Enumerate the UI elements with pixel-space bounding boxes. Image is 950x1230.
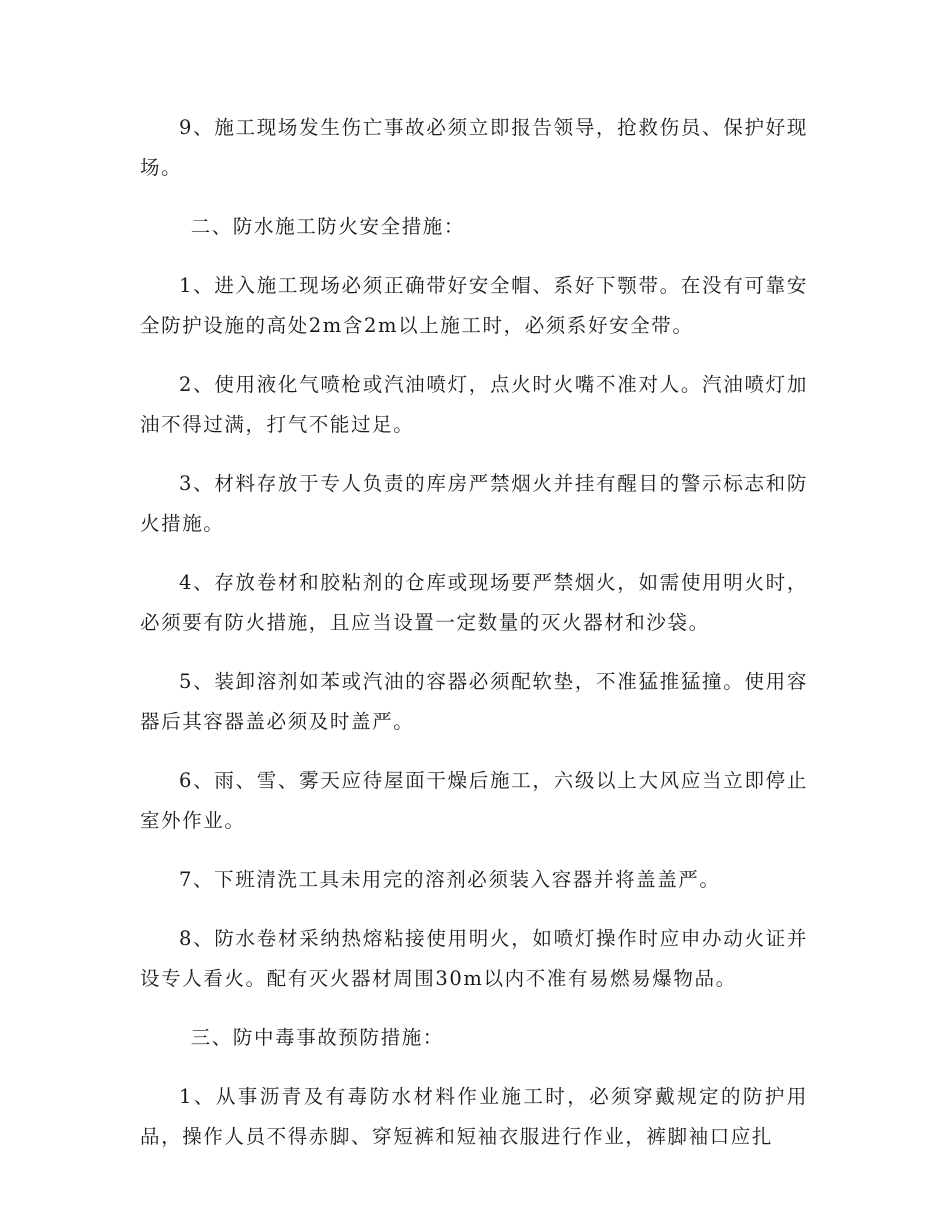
paragraph-item-8-hot-melt: 8、防水卷材采纳热熔粘接使用明火，如喷灯操作时应申办动火证并设专人看火。配有灭火器材周围30m以内不准有易燃易爆物品。 [140,927,808,990]
paragraph-item-5-solvent-handling: 5、装卸溶剂如苯或汽油的容器必须配软垫，不准猛推猛撞。使用容器后其容器盖必须及时盖严。 [140,670,808,733]
paragraph-item-4-warehouse-fire: 4、存放卷材和胶粘剂的仓库或现场要严禁烟火，如需使用明火时，必须要有防火措施，且应当设置一定数量的灭火器材和沙袋。 [140,571,808,634]
section-heading-fire-safety: 二、防水施工防火安全措施： [190,215,465,238]
section-heading-poisoning: 三、防中毒事故预防措施： [190,1026,444,1049]
paragraph-item-3-material-storage: 3、材料存放于专人负责的库房严禁烟火并挂有醒目的警示标志和防火措施。 [140,472,808,535]
paragraph-item-1-protective-gear: 1、从事沥青及有毒防水材料作业施工时，必须穿戴规定的防护用品，操作人员不得赤脚、穿短裤和短袖衣服进行作业，裤脚袖口应扎 [140,1085,808,1148]
paragraph-item-2-torch-lamp: 2、使用液化气喷枪或汽油喷灯，点火时火嘴不准对人。汽油喷灯加油不得过满，打气不能过足。 [140,373,808,436]
paragraph-item-6-weather: 6、雨、雪、雾天应待屋面干燥后施工，六级以上大风应当立即停止室外作业。 [140,769,808,832]
document-page [140,108,808,1176]
paragraph-item-7-cleanup: 7、下班清洗工具未用完的溶剂必须装入容器并将盖盖严。 [179,868,721,891]
paragraph-item-1-helmet-belt: 1、进入施工现场必须正确带好安全帽、系好下颚带。在没有可靠安全防护设施的高处2m含2m以上施工时，必须系好安全带。 [140,274,808,337]
paragraph-item-9-report-casualties: 9、施工现场发生伤亡事故必须立即报告领导，抢救伤员、保护好现场。 [140,116,808,179]
